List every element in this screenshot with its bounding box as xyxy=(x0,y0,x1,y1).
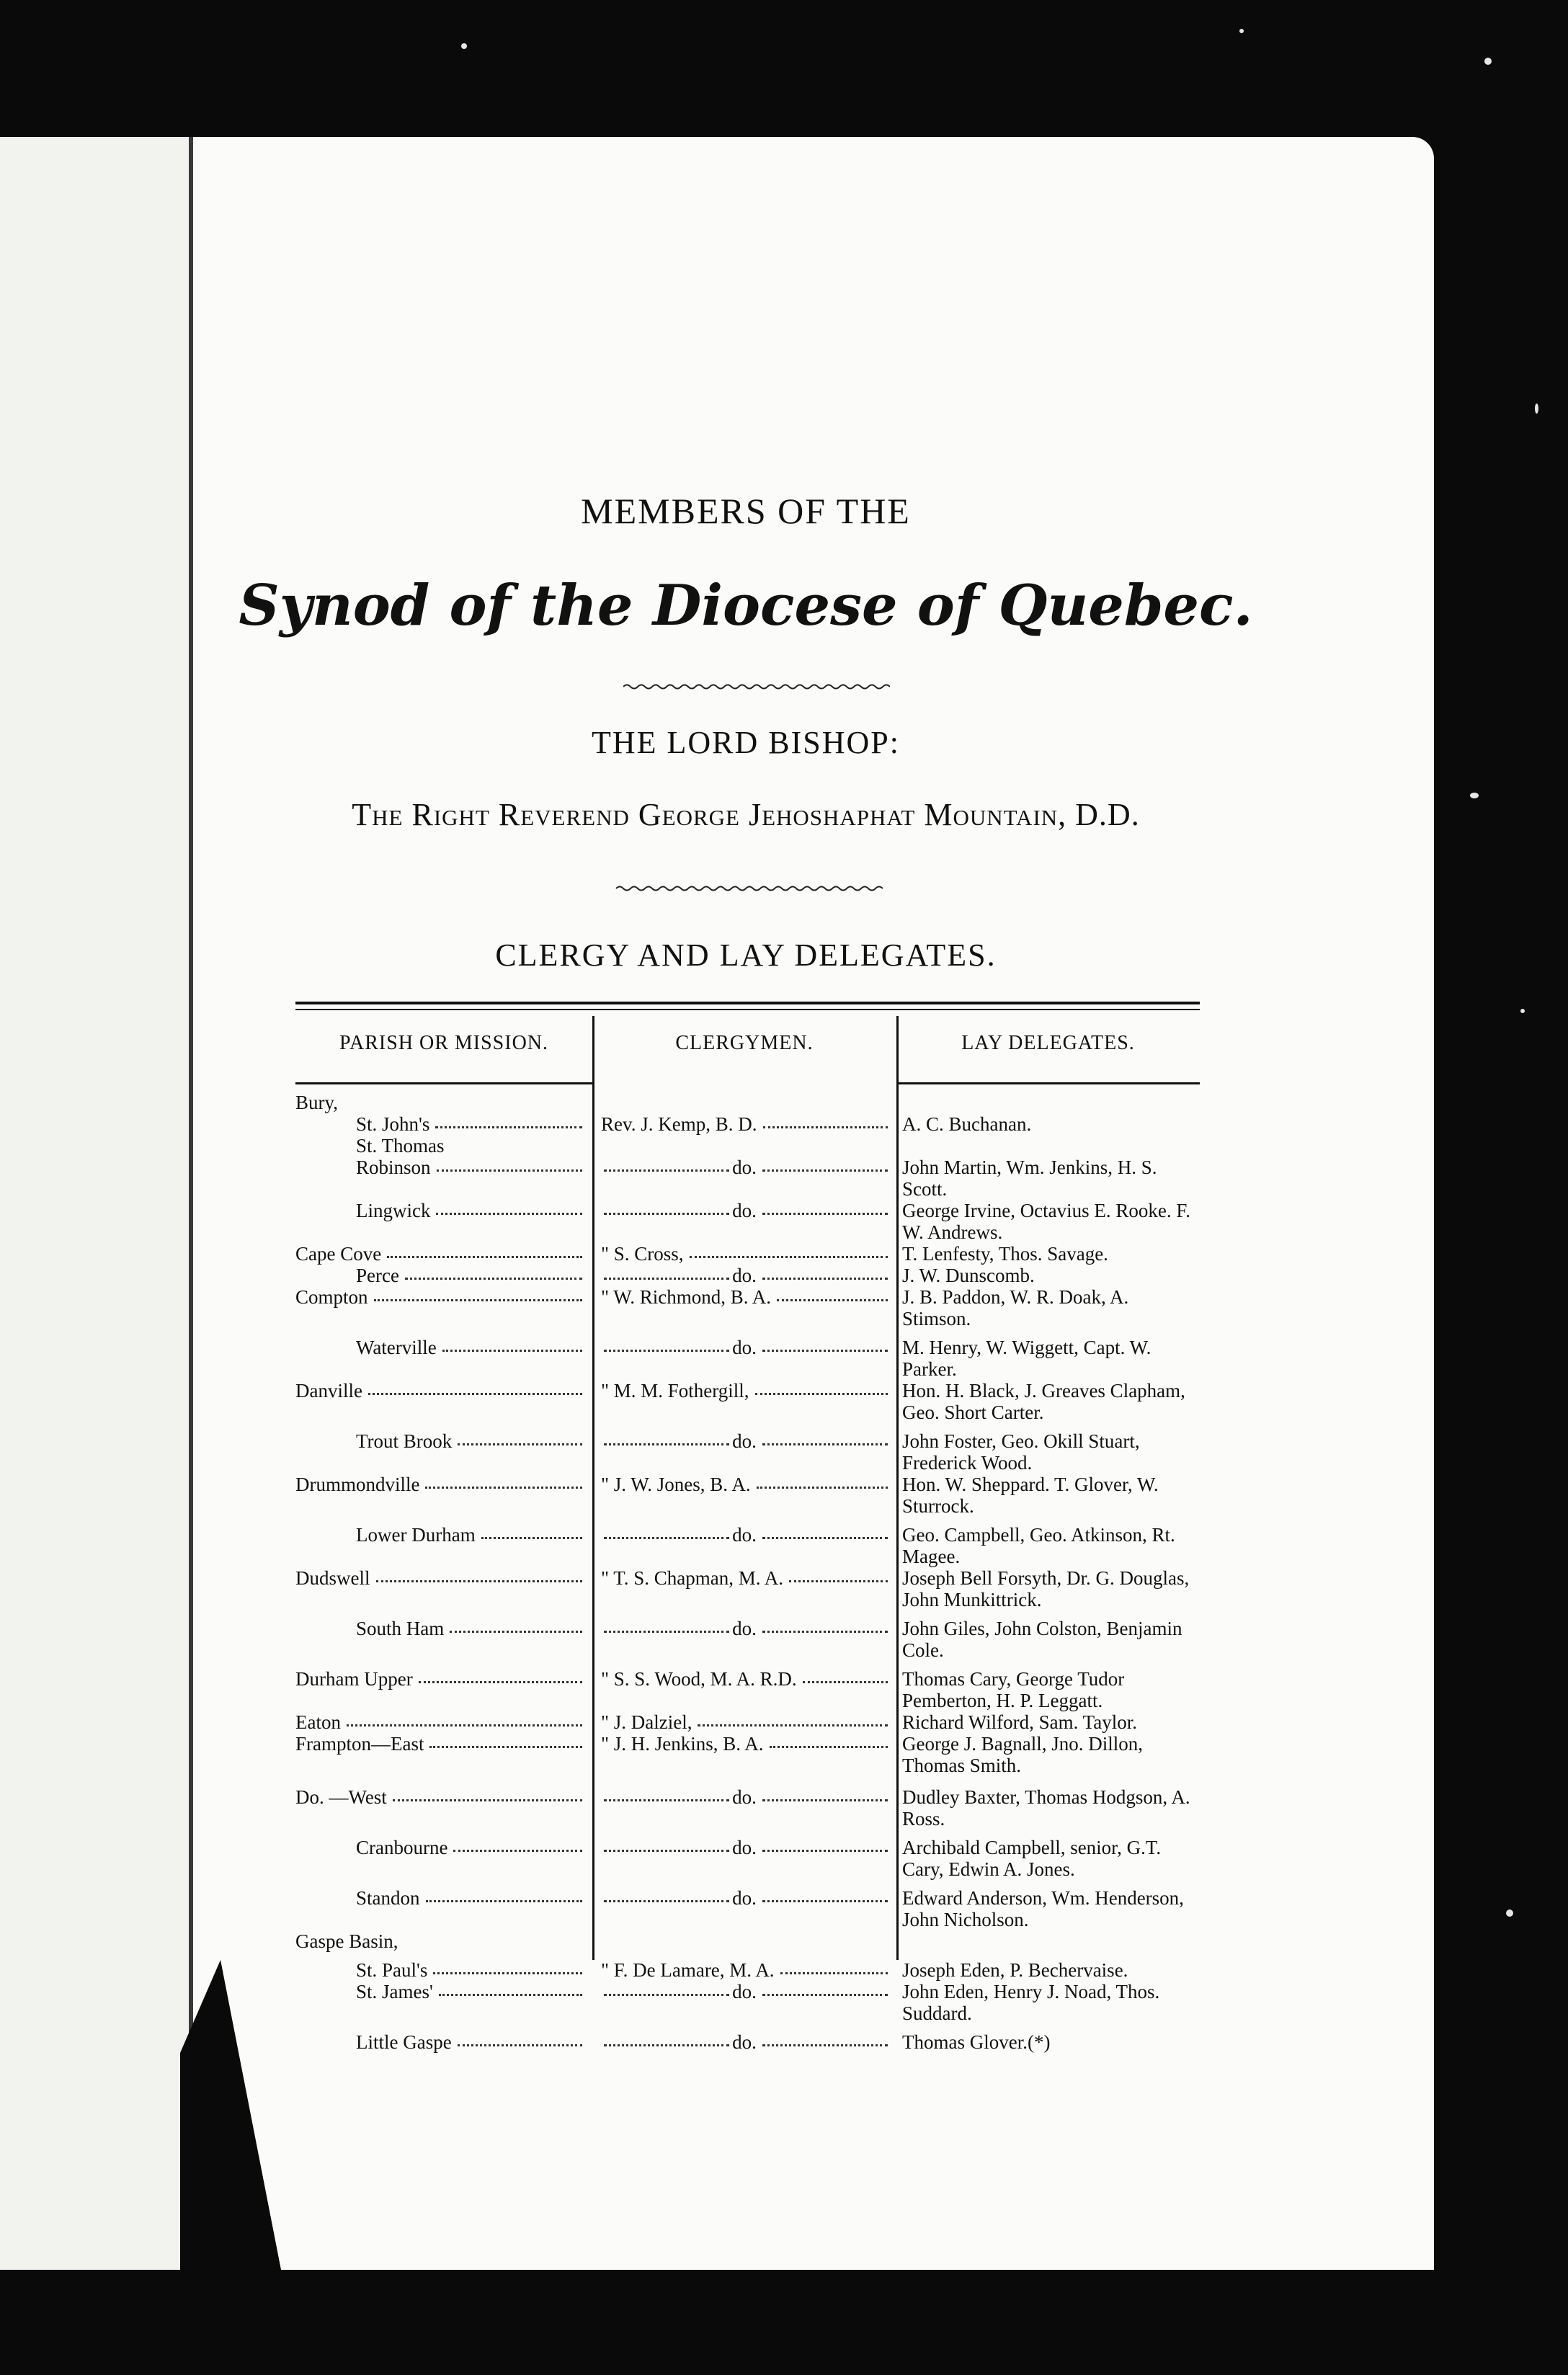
table-row xyxy=(295,1981,1200,2024)
clergy-name: " S. S. Wood, M. A. R.D. xyxy=(601,1668,800,1690)
parish-name: South Ham xyxy=(356,1618,447,1639)
table-row xyxy=(295,1474,1200,1517)
clergy-cell xyxy=(592,1286,896,1308)
table-row xyxy=(295,1380,1200,1423)
parish-name: Lingwick xyxy=(356,1200,433,1221)
parish-name: Bury, xyxy=(295,1092,341,1113)
clergy-name: do. xyxy=(732,1524,760,1546)
section-title: CLERGY AND LAY DELEGATES. xyxy=(495,937,997,973)
scan-speck xyxy=(1239,29,1244,33)
clergy-name: do. xyxy=(732,1837,760,1858)
table-row xyxy=(295,1618,1200,1661)
scan-speck xyxy=(1470,793,1479,798)
clergy-name: " J. H. Jenkins, B. A. xyxy=(601,1733,767,1755)
clergy-cell xyxy=(592,1668,896,1690)
table-row xyxy=(295,1733,1200,1776)
parish-cell xyxy=(295,1733,592,1755)
table-row xyxy=(295,1337,1200,1380)
clergy-name: do. xyxy=(732,1786,760,1808)
clergy-cell xyxy=(592,1200,896,1221)
parish-name: Durham Upper xyxy=(295,1668,416,1690)
clergy-cell xyxy=(592,1959,896,1981)
table-row xyxy=(295,2031,1200,2053)
scan-speck xyxy=(1506,1910,1513,1917)
lay-delegates-cell: Joseph Bell Forsyth, Dr. G. Douglas, John Munkittrick. xyxy=(902,1567,1190,1610)
parish-cell xyxy=(295,1786,592,1808)
clergy-cell xyxy=(592,1887,896,1909)
clergy-cell xyxy=(592,1380,896,1402)
parish-cell xyxy=(295,1200,592,1221)
clergy-name: " M. M. Fothergill, xyxy=(601,1380,752,1402)
clergy-name: do. xyxy=(732,1157,760,1178)
parish-cell xyxy=(295,1711,592,1733)
lay-delegates-cell: Joseph Eden, P. Bechervaise. xyxy=(902,1959,1128,1981)
table-top-rule-thin xyxy=(295,1009,1200,1010)
clergy-cell xyxy=(592,2031,896,2053)
scan-speck xyxy=(1535,404,1538,414)
clergy-cell xyxy=(592,1474,896,1495)
table-top-rule xyxy=(295,1002,1200,1004)
parish-name: Drummondville xyxy=(295,1474,422,1495)
table-row xyxy=(295,1243,1200,1265)
parish-cell xyxy=(295,1092,592,1113)
lay-delegates-cell: John Martin, Wm. Jenkins, H. S. Scott. xyxy=(902,1157,1157,1200)
parish-name: Cape Cove xyxy=(295,1243,384,1265)
parish-name: Do. —West xyxy=(295,1786,390,1808)
spine-shadow xyxy=(0,137,189,2270)
parish-cell xyxy=(295,1474,592,1495)
parish-cell xyxy=(295,1959,592,1981)
table-row xyxy=(295,1092,1200,1113)
clergy-name: " S. Cross, xyxy=(601,1243,687,1265)
lay-delegates-cell: A. C. Buchanan. xyxy=(902,1113,1032,1135)
clergy-name: do. xyxy=(732,1337,760,1358)
header-rule xyxy=(295,1082,592,1084)
scan-speck xyxy=(461,43,467,49)
table-row xyxy=(295,1113,1200,1135)
clergy-name: Rev. J. Kemp, B. D. xyxy=(601,1113,760,1135)
lay-delegates-cell: Edward Anderson, Wm. Henderson, John Nicholson. xyxy=(902,1887,1184,1930)
lay-delegates-cell: Geo. Campbell, Geo. Atkinson, Rt. Magee. xyxy=(902,1524,1175,1567)
table-row xyxy=(295,1157,1200,1200)
clergy-name: " J. W. Jones, B. A. xyxy=(601,1474,754,1495)
wavy-rule xyxy=(623,683,890,690)
parish-cell xyxy=(295,1524,592,1546)
table-row xyxy=(295,1711,1200,1733)
clergy-cell xyxy=(592,1135,896,1157)
parish-cell xyxy=(295,1265,592,1286)
parish-cell xyxy=(295,1618,592,1639)
clergy-cell xyxy=(592,1265,896,1286)
lay-delegates-cell: T. Lenfesty, Thos. Savage. xyxy=(902,1243,1108,1265)
parish-name: Little Gaspe xyxy=(356,2031,455,2053)
parish-name: Dudswell xyxy=(295,1567,373,1589)
wavy-rule xyxy=(612,885,886,892)
lay-delegates-cell: Dudley Baxter, Thomas Hodgson, A. Ross. xyxy=(902,1786,1190,1830)
header-clergymen: CLERGYMEN. xyxy=(675,1032,814,1054)
clergy-cell xyxy=(592,1618,896,1639)
clergy-name xyxy=(601,1135,604,1157)
clergy-name: " J. Dalziel, xyxy=(601,1711,695,1733)
clergy-cell xyxy=(592,1524,896,1546)
clergy-name: do. xyxy=(732,1618,760,1639)
clergy-cell xyxy=(592,1733,896,1755)
parish-cell xyxy=(295,1430,592,1452)
parish-cell xyxy=(295,1286,592,1308)
spine-fold xyxy=(189,137,193,2270)
clergy-name: " T. S. Chapman, M. A. xyxy=(601,1567,786,1589)
lay-delegates-cell: George Irvine, Octavius E. Rooke. F. W. Andrews. xyxy=(902,1200,1191,1243)
lay-delegates-cell: Archibald Campbell, senior, G.T. Cary, Edwin A. Jones. xyxy=(902,1837,1162,1880)
parish-name: Standon xyxy=(356,1887,423,1909)
table-row xyxy=(295,1524,1200,1567)
clergy-name: do. xyxy=(732,2031,760,2053)
parish-cell xyxy=(295,1337,592,1358)
lay-delegates-cell: Hon. H. Black, J. Greaves Clapham, Geo. Short Carter. xyxy=(902,1380,1185,1423)
lay-delegates-cell: John Foster, Geo. Okill Stuart, Frederick Wood. xyxy=(902,1430,1140,1474)
parish-cell xyxy=(295,1668,592,1690)
clergy-cell xyxy=(592,1567,896,1589)
parish-name: Trout Brook xyxy=(356,1430,455,1452)
table-row xyxy=(295,1567,1200,1610)
clergy-name: " W. Richmond, B. A. xyxy=(601,1286,774,1308)
parish-name: St. John's xyxy=(356,1113,432,1135)
parish-name: Cranbourne xyxy=(356,1837,450,1858)
clergy-cell xyxy=(592,1837,896,1858)
lay-delegates-cell: Thomas Cary, George Tudor Pemberton, H. P. Leggatt. xyxy=(902,1668,1125,1711)
parish-cell xyxy=(295,1981,592,2002)
table-body xyxy=(295,1092,1200,2053)
parish-cell xyxy=(295,1380,592,1402)
clergy-name: do. xyxy=(732,1981,760,2002)
table-row xyxy=(295,1837,1200,1880)
clergy-cell xyxy=(592,1711,896,1733)
parish-name: Frampton—East xyxy=(295,1733,427,1755)
clergy-cell xyxy=(592,1786,896,1808)
parish-cell xyxy=(295,1243,592,1265)
table-row xyxy=(295,1430,1200,1474)
table-row xyxy=(295,1200,1200,1243)
table-row xyxy=(295,1930,1200,1952)
table-row xyxy=(295,1135,1200,1157)
table-row xyxy=(295,1265,1200,1286)
parish-name: Eaton xyxy=(295,1711,344,1733)
lay-delegates-cell: John Eden, Henry J. Noad, Thos. Suddard. xyxy=(902,1981,1160,2024)
clergy-cell xyxy=(592,1430,896,1452)
bishop-title: THE LORD BISHOP: xyxy=(591,725,901,760)
parish-cell xyxy=(295,2031,592,2053)
lay-delegates-cell: John Giles, John Colston, Benjamin Cole. xyxy=(902,1618,1182,1661)
header-parish: PARISH OR MISSION. xyxy=(339,1032,549,1054)
header-rule xyxy=(896,1082,1200,1084)
parish-name: St. Paul's xyxy=(356,1959,430,1981)
parish-name: St. James' xyxy=(356,1981,436,2002)
clergy-cell xyxy=(592,1930,896,1952)
parish-cell xyxy=(295,1135,592,1157)
parish-cell xyxy=(295,1157,592,1178)
clergy-name: do. xyxy=(732,1200,760,1221)
parish-name: Danville xyxy=(295,1380,365,1402)
clergy-name: do. xyxy=(732,1887,760,1909)
clergy-name xyxy=(601,1092,604,1113)
table-row xyxy=(295,1668,1200,1711)
table-row xyxy=(295,1286,1200,1329)
table-row xyxy=(295,1959,1200,1981)
clergy-cell xyxy=(592,1157,896,1178)
bishop-name: The Right Reverend George Jehoshaphat Mountain, D.D. xyxy=(352,797,1140,832)
lay-delegates-cell: J. W. Dunscomb. xyxy=(902,1265,1035,1286)
header-lay-delegates: LAY DELEGATES. xyxy=(961,1032,1135,1054)
parish-name: Perce xyxy=(356,1265,402,1286)
clergy-cell xyxy=(592,1337,896,1358)
lay-delegates-cell: M. Henry, W. Wiggett, Capt. W. Parker. xyxy=(902,1337,1152,1380)
table-row xyxy=(295,1887,1200,1930)
parish-cell xyxy=(295,1930,592,1952)
clergy-cell xyxy=(592,1113,896,1135)
lay-delegates-cell: Thomas Glover.(*) xyxy=(902,2031,1051,2053)
lay-delegates-cell: J. B. Paddon, W. R. Doak, A. Stimson. xyxy=(902,1286,1129,1329)
parish-name: Waterville xyxy=(356,1337,440,1358)
heading-line-1: MEMBERS OF THE xyxy=(581,491,911,531)
lay-delegates-cell: Richard Wilford, Sam. Taylor. xyxy=(902,1711,1137,1733)
parish-name: Lower Durham xyxy=(356,1524,478,1546)
lay-delegates-cell: George J. Bagnall, Jno. Dillon, Thomas Smith. xyxy=(902,1733,1143,1776)
parish-name: Gaspe Basin, xyxy=(295,1930,401,1952)
clergy-name: " F. De Lamare, M. A. xyxy=(601,1959,778,1981)
parish-cell xyxy=(295,1887,592,1909)
parish-name: Compton xyxy=(295,1286,371,1308)
lay-delegates-cell: Hon. W. Sheppard. T. Glover, W. Sturrock. xyxy=(902,1474,1159,1517)
table-row xyxy=(295,1786,1200,1830)
clergy-name: do. xyxy=(732,1430,760,1452)
parish-cell xyxy=(295,1567,592,1589)
parish-cell xyxy=(295,1837,592,1858)
heading-line-2: Synod of the Diocese of Quebec. xyxy=(239,573,1253,638)
parish-name: St. Thomas xyxy=(356,1135,447,1157)
parish-name: Robinson xyxy=(356,1157,434,1178)
clergy-name: do. xyxy=(732,1265,760,1286)
clergy-cell xyxy=(592,1243,896,1265)
scan-speck xyxy=(1484,58,1492,65)
clergy-cell xyxy=(592,1981,896,2002)
clergy-cell xyxy=(592,1092,896,1113)
scan-speck xyxy=(1520,1009,1525,1013)
clergy-name xyxy=(601,1930,604,1952)
parish-cell xyxy=(295,1113,592,1135)
